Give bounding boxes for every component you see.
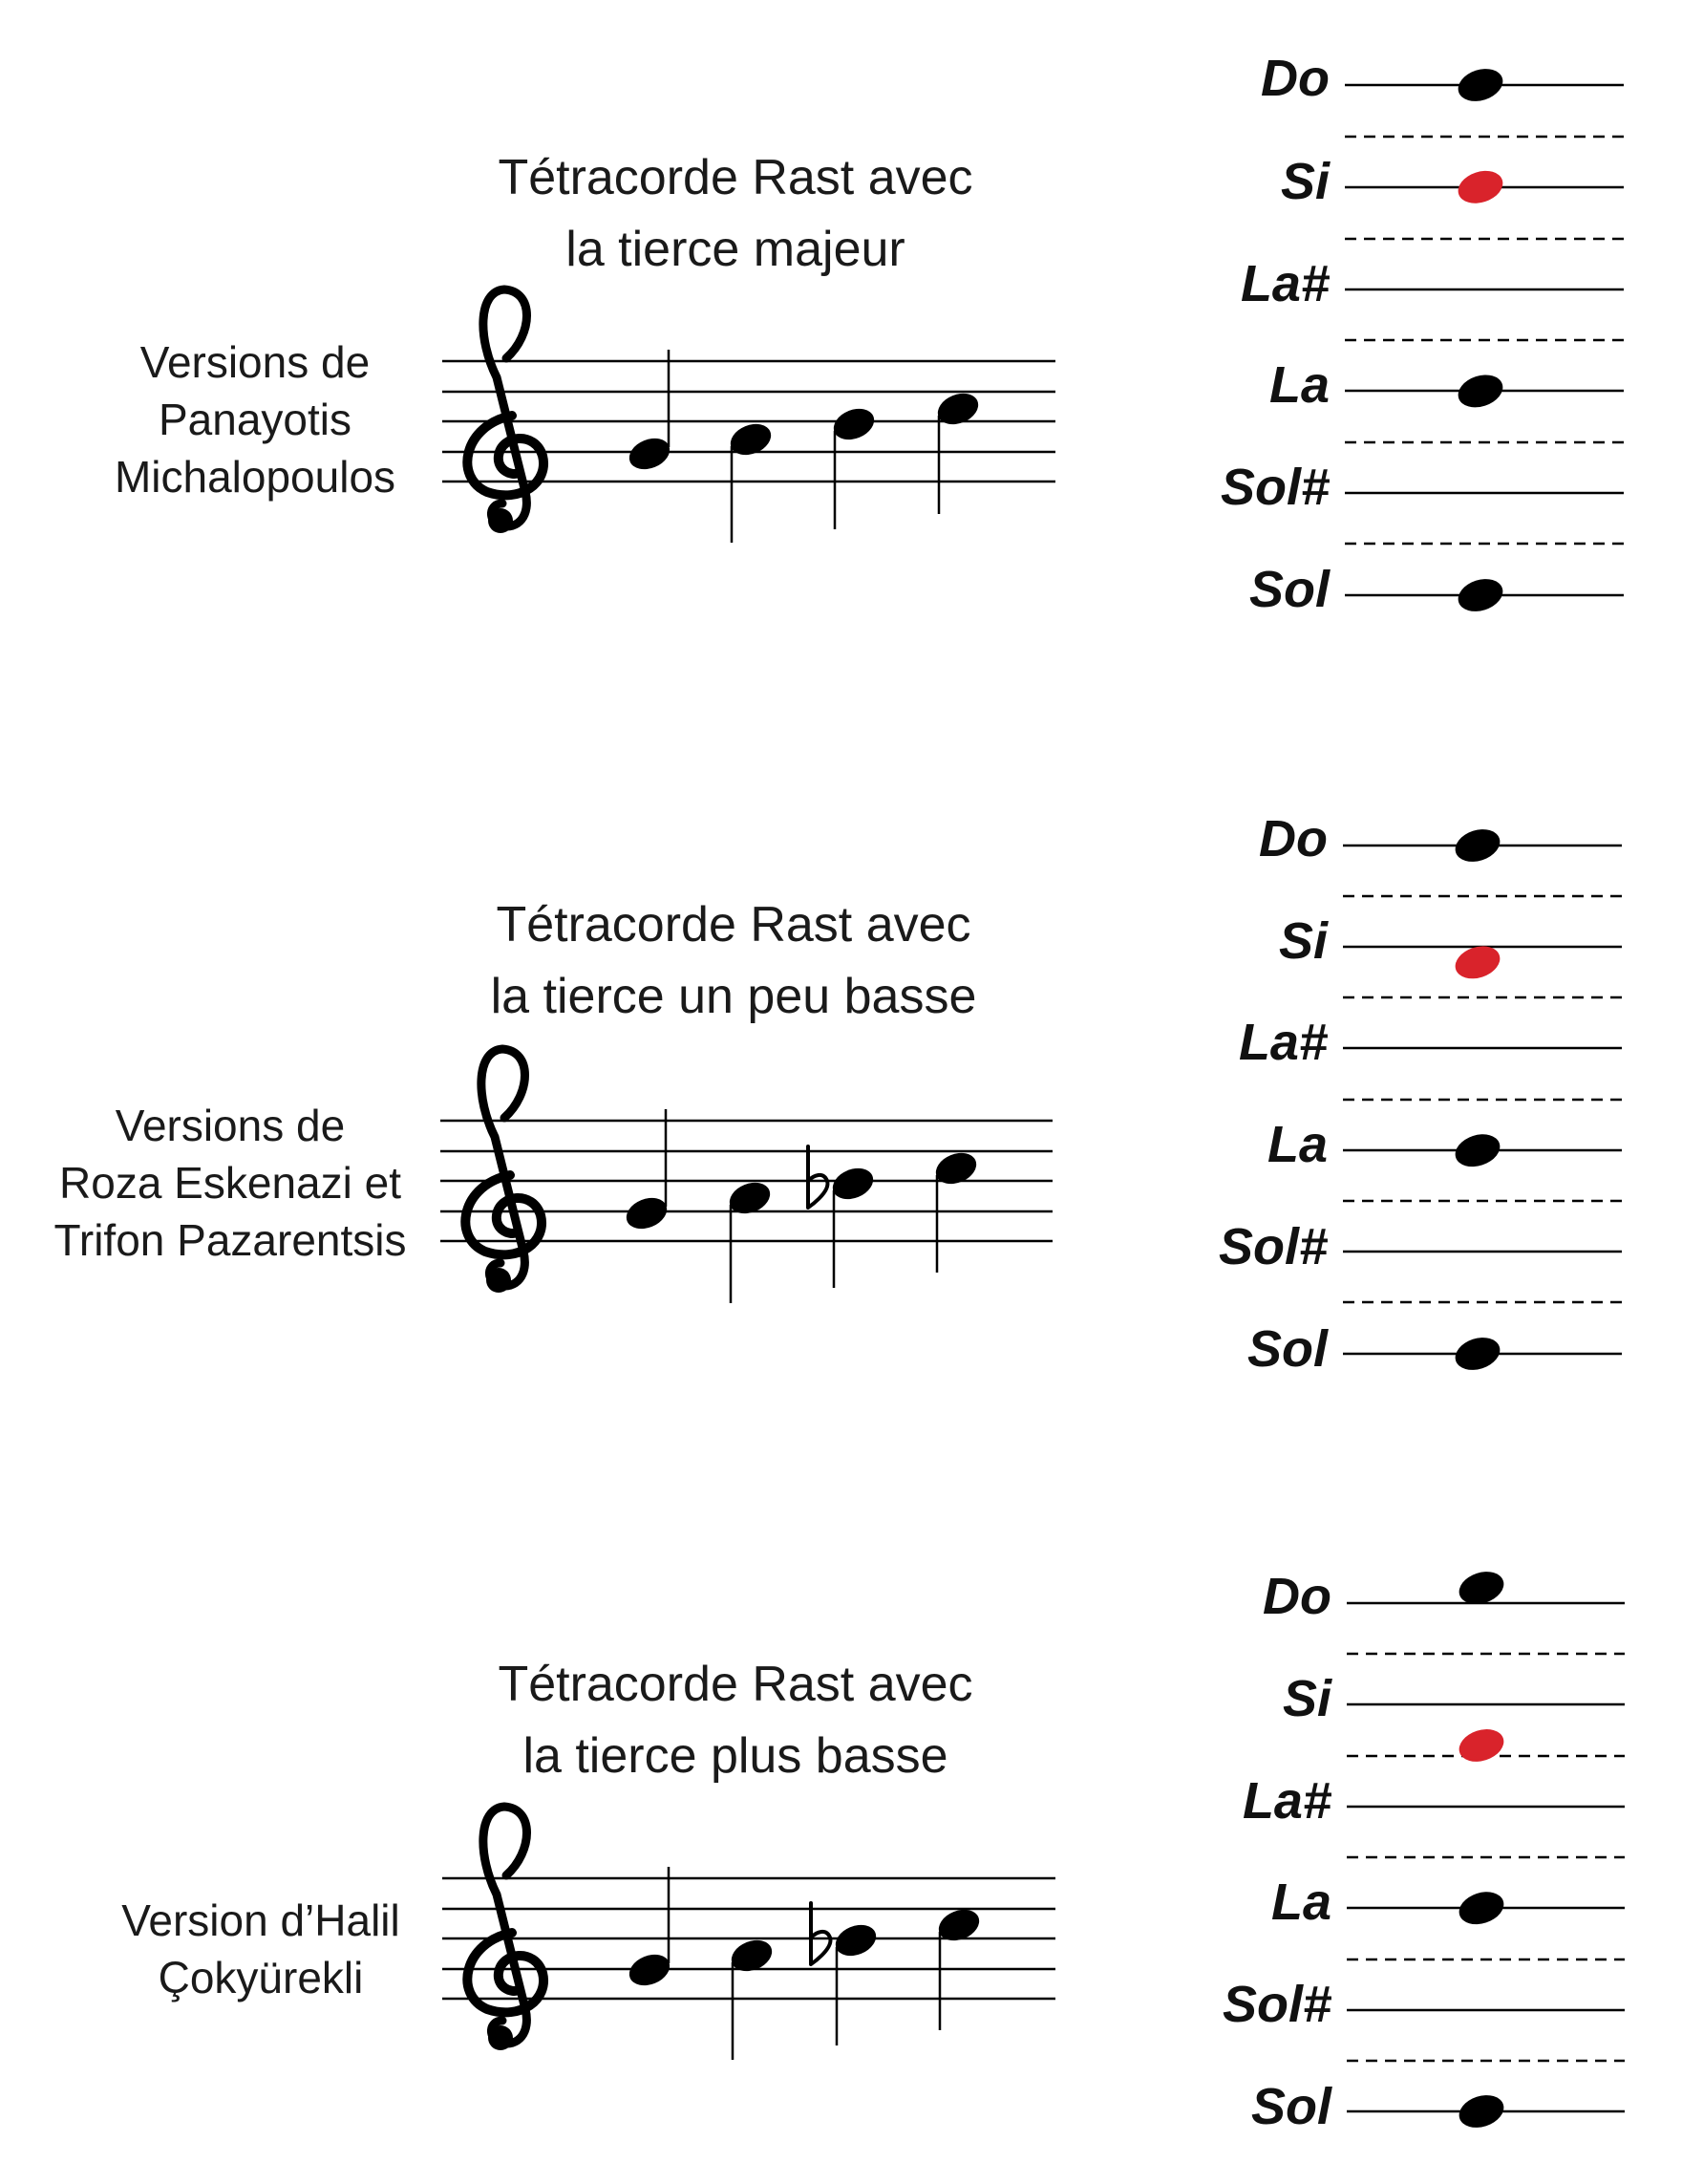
pitch-label-sol: Sol [1248, 561, 1330, 618]
staff-note-g [622, 1192, 671, 1234]
pitch-label-sol: Sol [1250, 2078, 1331, 2135]
pitch-label-la-sharp: La# [1240, 255, 1330, 312]
section-title-line-1: Tétracorde Rast avec [498, 150, 973, 205]
pitch-dot-do [1454, 63, 1507, 106]
staff-note-b [829, 403, 879, 445]
pitch-dot-si [1455, 1724, 1508, 1766]
pitch-label-la: La [1268, 356, 1330, 414]
pitch-dot-si [1454, 165, 1507, 208]
staff-note-a [725, 1177, 775, 1219]
section-2 [54, 810, 1623, 1378]
treble-clef-icon [467, 289, 543, 533]
section-title-line-1: Tétracorde Rast avec [498, 1657, 973, 1712]
pitch-label-si: Si [1278, 912, 1328, 970]
pitch-dot-sol [1455, 2089, 1508, 2132]
pitch-label-sol-sharp: Sol# [1220, 459, 1330, 516]
treble-clef-icon [467, 1807, 543, 2050]
version-credit-line-3: Trifon Pazarentsis [53, 1215, 407, 1265]
section-title-line-2: la tierce majeur [565, 222, 905, 277]
pitch-label-la: La [1270, 1874, 1331, 1931]
music-staff [440, 1049, 1053, 1303]
staff-note-c [933, 388, 983, 430]
pitch-label-do: Do [1263, 1568, 1331, 1625]
staff-note-g [625, 433, 674, 475]
pitch-dot-sol [1451, 1332, 1504, 1375]
section-1 [115, 50, 1624, 618]
staff-note-c [931, 1147, 981, 1189]
pitch-chart [1219, 810, 1622, 1378]
section-3 [121, 1566, 1625, 2135]
version-credit-line-1: Versions de [139, 337, 371, 387]
pitch-label-do: Do [1259, 810, 1328, 867]
version-credit-line-1: Versions de [115, 1101, 346, 1150]
version-credit-line-2: Roza Eskenazi et [59, 1158, 401, 1208]
pitch-dot-do [1451, 824, 1504, 867]
pitch-chart [1221, 50, 1624, 618]
staff-note-b-half-flat [828, 1163, 878, 1205]
staff-note-a [727, 1935, 777, 1977]
staff-note-g [625, 1949, 674, 1991]
pitch-label-la-sharp: La# [1242, 1772, 1331, 1830]
section-title-line-1: Tétracorde Rast avec [496, 897, 971, 953]
pitch-label-si: Si [1282, 1670, 1331, 1727]
treble-clef-icon [465, 1049, 542, 1293]
pitch-dot-la [1454, 370, 1507, 413]
music-staff [442, 1807, 1055, 2060]
pitch-label-la: La [1267, 1116, 1328, 1173]
pitch-label-si: Si [1280, 153, 1330, 210]
pitch-label-sol-sharp: Sol# [1218, 1218, 1328, 1275]
half-flat-accidental-icon [808, 1146, 827, 1208]
version-credit-line-1: Version d’Halil [121, 1895, 400, 1945]
pitch-chart [1223, 1566, 1625, 2135]
section-title-line-2: la tierce plus basse [522, 1728, 948, 1784]
staff-note-b-half-flat [831, 1919, 881, 1961]
version-credit-line-2: Panayotis [158, 395, 352, 444]
pitch-dot-la [1451, 1129, 1504, 1172]
pitch-label-do: Do [1261, 50, 1330, 107]
version-credit-line-3: Michalopoulos [114, 452, 396, 502]
pitch-dot-sol [1454, 573, 1507, 616]
pitch-label-sol: Sol [1246, 1320, 1328, 1378]
pitch-dot-la [1455, 1887, 1508, 1930]
version-credit-line-2: Çokyürekli [158, 1953, 364, 2002]
pitch-dots [1455, 1566, 1508, 2132]
staff-note-c [934, 1904, 984, 1946]
section-title-line-2: la tierce un peu basse [490, 969, 977, 1024]
pitch-label-la-sharp: La# [1238, 1014, 1328, 1071]
staff-note-a [726, 418, 776, 460]
half-flat-accidental-icon [811, 1903, 830, 1964]
pitch-label-sol-sharp: Sol# [1222, 1976, 1331, 2033]
music-staff [442, 289, 1055, 543]
